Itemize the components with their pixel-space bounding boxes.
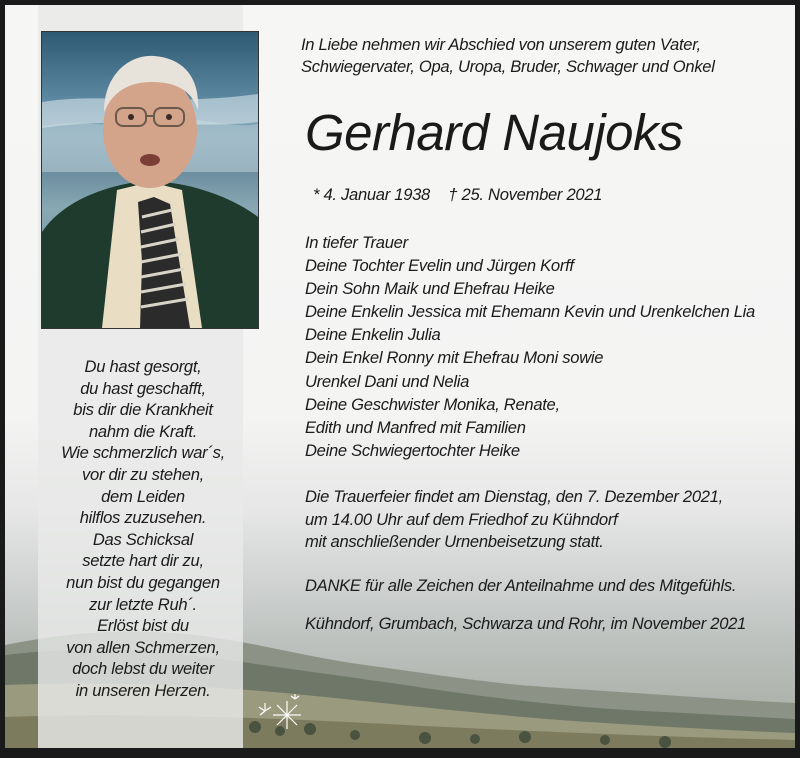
birth-date: * 4. Januar 1938 xyxy=(313,185,430,204)
service-info xyxy=(305,486,723,554)
service-line: mit anschließender Urnenbeisetzung statt. xyxy=(305,532,604,551)
poem-line: setzte hart dir zu, xyxy=(82,551,204,571)
poem-line: Erlöst bist du xyxy=(97,616,189,636)
intro-line: Schwiegervater, Opa, Uropa, Bruder, Schwager und Onkel xyxy=(301,57,715,76)
intro-line: In Liebe nehmen wir Abschied von unserem guten Vater, xyxy=(301,35,701,54)
poem-line: zur letzte Ruh´. xyxy=(89,594,197,614)
portrait-photo xyxy=(41,31,259,329)
deceased-name: Gerhard Naujoks xyxy=(305,104,684,161)
poem-line: Du hast gesorgt, xyxy=(84,357,202,376)
mourner-line: Edith und Manfred mit Familien xyxy=(305,417,526,437)
poem-line: vor dir zu stehen, xyxy=(82,464,204,484)
service-line: Die Trauerfeier findet am Dienstag, den 7. Dezember 2021, xyxy=(305,487,723,506)
intro-text xyxy=(301,34,715,78)
service-line: um 14.00 Uhr auf dem Friedhof zu Kühndorf xyxy=(305,509,618,529)
poem-line: Das Schicksal xyxy=(92,529,194,549)
mourner-line: Deine Schwiegertochter Heike xyxy=(305,440,520,460)
dandelion-icon xyxy=(257,693,307,733)
poem-line: du hast geschafft, xyxy=(80,378,206,398)
poem-line: dem Leiden xyxy=(101,486,185,506)
mourner-line: Deine Tochter Evelin und Jürgen Korff xyxy=(305,256,574,276)
life-dates xyxy=(313,184,616,206)
mourners-list xyxy=(305,231,755,462)
mourner-line: Dein Sohn Maik und Ehefrau Heike xyxy=(305,279,555,299)
mourner-line: Urenkel Dani und Nelia xyxy=(305,371,470,391)
place-date: Kühndorf, Grumbach, Schwarza und Rohr, im November 2021 xyxy=(305,614,746,633)
poem-line: bis dir die Krankheit xyxy=(73,400,213,420)
mourner-line: Deine Enkelin Jessica mit Ehemann Kevin und Urenkelchen Lia xyxy=(305,302,755,322)
poem-line: hilflos zuzusehen. xyxy=(79,508,207,528)
obituary-card xyxy=(5,5,795,748)
death-date: † 25. November 2021 xyxy=(448,185,603,204)
poem xyxy=(43,356,243,702)
mourner-line: Deine Enkelin Julia xyxy=(305,325,441,345)
poem-line: nun bist du gegangen xyxy=(66,572,220,592)
poem-line: von allen Schmerzen, xyxy=(66,637,220,657)
poem-line: nahm die Kraft. xyxy=(88,421,198,441)
poem-line: Wie schmerzlich war´s, xyxy=(61,443,225,463)
mourner-line: In tiefer Trauer xyxy=(305,233,408,252)
thanks-text: DANKE für alle Zeichen der Anteilnahme und des Mitgefühls. xyxy=(305,576,737,595)
poem-line: doch lebst du weiter xyxy=(72,659,214,679)
mourner-line: Dein Enkel Ronny mit Ehefrau Moni sowie xyxy=(305,348,604,368)
mourner-line: Deine Geschwister Monika, Renate, xyxy=(305,394,560,414)
poem-line: in unseren Herzen. xyxy=(75,680,211,700)
